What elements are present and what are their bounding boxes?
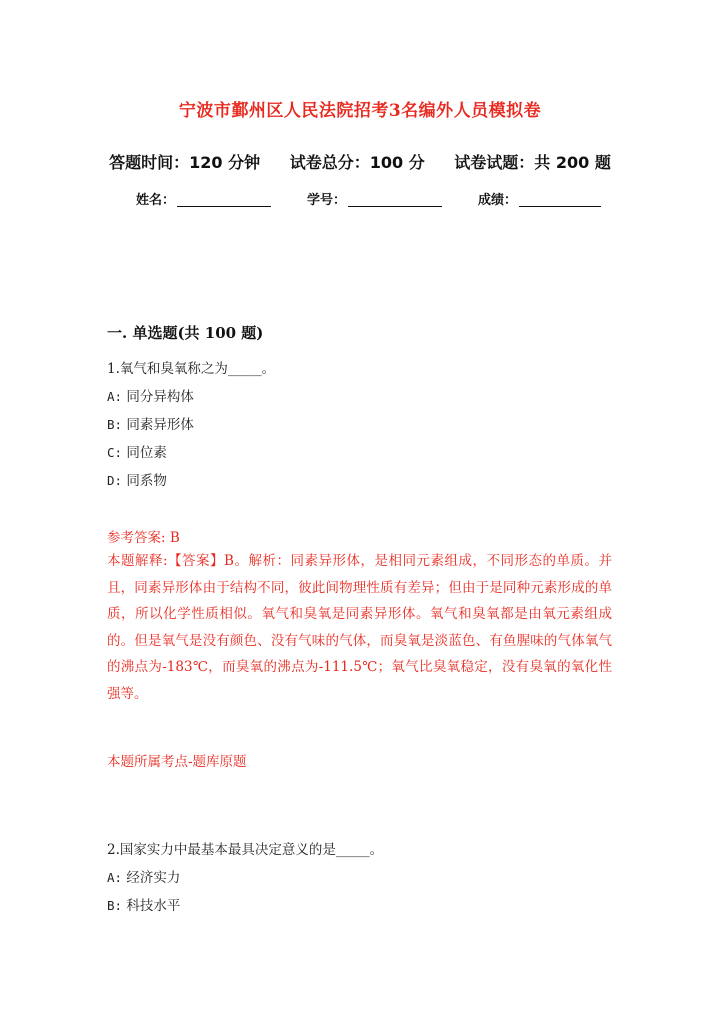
- option-key: B:: [107, 898, 123, 913]
- knowledge-point: 本题所属考点-题库原题: [107, 754, 247, 770]
- option-text: 科技水平: [126, 898, 181, 914]
- option-c: [107, 441, 167, 461]
- option-a: [107, 866, 180, 886]
- option-text: 经济实力: [126, 870, 181, 886]
- option-key: A:: [107, 870, 123, 885]
- score-label: 成绩：: [478, 193, 518, 208]
- exam-title: 宁波市鄞州区人民法院招考3名编外人员模拟卷: [178, 101, 542, 121]
- score-blank-line: [519, 192, 601, 207]
- answer-time: 答题时间：120 分钟: [109, 153, 261, 172]
- name-field: [136, 189, 271, 208]
- id-blank-line: [348, 192, 442, 207]
- id-field: [307, 189, 442, 208]
- option-a: [107, 385, 194, 405]
- answer-explanation: 本题解释:【答案】B。解析：同素异形体，是相同元素组成，不同形态的单质。并且，同素异形体由于结构不同，彼此间物理性质有差异；但由于是同种元素形成的单质，所以化学性质相似。氧气和臭氧是同素异形体。氧气和臭氧都是由氧元素组成的。但是氧气是没有颜色、没有气味的气体，而臭氧是淡蓝色、有鱼腥味的气体氧气的沸点为-183℃，而臭氧的沸点为-111.5℃；氧气比臭氧稳定，没有臭氧的氧化性强等。: [107, 553, 612, 702]
- reference-answer: 参考答案: B: [107, 530, 180, 546]
- option-d: [107, 469, 167, 489]
- option-b: [107, 894, 180, 914]
- name-blank-line: [177, 192, 271, 207]
- option-key: C:: [107, 445, 123, 460]
- option-text: 同分异构体: [126, 389, 194, 405]
- option-b: [107, 413, 194, 433]
- question-stem: 2.国家实力中最基本最具决定意义的是_____。: [107, 842, 384, 858]
- option-text: 同素异形体: [126, 417, 194, 433]
- exam-meta: [0, 150, 720, 173]
- option-key: B:: [107, 417, 123, 432]
- total-score: 试卷总分：100 分: [289, 153, 425, 172]
- name-label: 姓名：: [136, 193, 176, 208]
- section-title: 一. 单选题(共 100 题): [107, 324, 264, 342]
- option-text: 同系物: [126, 473, 167, 489]
- option-text: 同位素: [126, 445, 167, 461]
- id-label: 学号：: [307, 193, 347, 208]
- option-key: D:: [107, 473, 123, 488]
- option-key: A:: [107, 389, 123, 404]
- score-field: [478, 189, 601, 208]
- question-stem: 1.氧气和臭氧称之为_____。: [107, 361, 276, 377]
- question-count: 试卷试题：共 200 题: [454, 153, 611, 172]
